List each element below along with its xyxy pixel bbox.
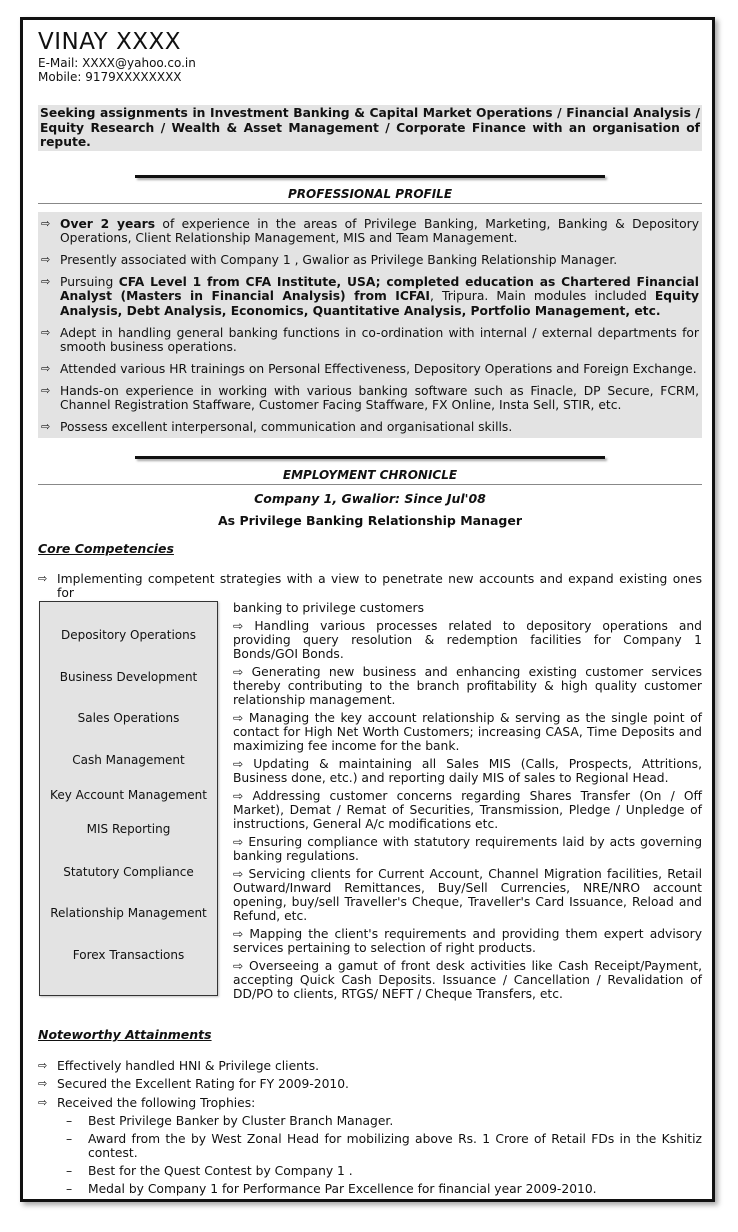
qualification-text: CFA Level 1 from CFA Institute, USA; completed education as Chartered Financial Analyst (Masters in Financial Analysis) from ICFAI bbox=[60, 274, 699, 304]
attainment-text: Secured the Excellent Rating for FY 2009-2010. bbox=[57, 1077, 349, 1092]
bullet-text: , Tripura. Main modules included bbox=[429, 289, 655, 304]
responsibility-text: Updating & maintaining all Sales MIS (Calls, Prospects, Attritions, Business done, etc.) and reporting daily MIS of sales to Regional Head. bbox=[233, 756, 702, 785]
competency-item: Forex Transactions bbox=[72, 947, 185, 962]
resume-page bbox=[20, 17, 715, 1202]
trophy-text: Best Privilege Banker by Cluster Branch Manager. bbox=[88, 1114, 394, 1129]
employment-heading: EMPLOYMENT CHRONICLE bbox=[38, 468, 702, 485]
bullet-text: Presently associated with Company 1 , Gwalior as Privilege Banking Relationship Manager. bbox=[60, 252, 618, 267]
trophy-text: Medal by Company 1 for Performance Par Excellence for financial year 2009-2010. bbox=[88, 1182, 597, 1197]
competency-item: Statutory Compliance bbox=[63, 864, 194, 879]
competency-item: Sales Operations bbox=[77, 710, 180, 725]
profile-box bbox=[38, 212, 702, 438]
bullet-text: Possess excellent interpersonal, communication and organisational skills. bbox=[60, 420, 513, 435]
right-arrow-icon: ⇨ bbox=[38, 1077, 48, 1091]
right-arrow-icon: ⇨ bbox=[41, 325, 51, 339]
right-arrow-icon: ⇨ bbox=[38, 1095, 48, 1109]
responsibility-item bbox=[233, 867, 702, 923]
profile-bullet bbox=[41, 326, 699, 355]
dash-bullet: – bbox=[66, 1164, 73, 1179]
candidate-name: VINAY XXXX bbox=[38, 29, 182, 55]
responsibility-item bbox=[233, 835, 702, 863]
right-arrow-icon: ⇨ bbox=[233, 788, 253, 803]
bullet-text: Pursuing bbox=[60, 274, 119, 289]
competency-item: MIS Reporting bbox=[86, 821, 171, 836]
bullet-text: of experience in the areas of Privilege Banking, Marketing, Banking & Depository Operations, Client Relationship Management, MIS and Team Management. bbox=[60, 216, 699, 245]
responsibility-item bbox=[233, 789, 702, 831]
right-arrow-icon: ⇨ bbox=[233, 664, 252, 679]
responsibility-item bbox=[233, 959, 702, 1001]
role-line: As Privilege Banking Relationship Manager bbox=[218, 512, 522, 528]
responsibility-text: Handling various processes related to depository operations and providing query resolution & redemption facilities for Company 1 Bonds/GOI Bonds. bbox=[233, 618, 702, 661]
core-competencies-heading: Core Competencies bbox=[38, 540, 174, 556]
section-divider bbox=[135, 175, 605, 178]
responsibility-item bbox=[233, 927, 702, 955]
responsibility-text: Addressing customer concerns regarding Shares Transfer (On / Off Market), Demat / Remat of Securities, Transmission, Pledge / Unpledge of instructions, General A/c modifications etc. bbox=[233, 788, 702, 831]
responsibility-item bbox=[233, 711, 702, 753]
competency-box bbox=[39, 601, 218, 996]
right-arrow-icon: ⇨ bbox=[233, 756, 254, 771]
responsibility-item bbox=[38, 572, 702, 601]
competency-item: Business Development bbox=[59, 669, 198, 684]
mobile-line: Mobile: 9179XXXXXXXX bbox=[38, 70, 182, 84]
trophy-item bbox=[66, 1164, 702, 1178]
profile-bullet bbox=[41, 275, 699, 319]
profile-bullet bbox=[41, 253, 699, 268]
responsibility-text: Ensuring compliance with statutory requirements laid by acts governing banking regulations. bbox=[233, 834, 702, 863]
right-arrow-icon: ⇨ bbox=[41, 362, 51, 376]
attainments-heading: Noteworthy Attainments bbox=[38, 1026, 212, 1042]
trophy-item bbox=[66, 1114, 702, 1128]
right-arrow-icon: ⇨ bbox=[41, 274, 51, 288]
bullet-text: Adept in handling general banking functions in co-ordination with internal / external departments for smooth business operations. bbox=[60, 325, 699, 355]
responsibility-text: Generating new business and enhancing existing customer services thereby contributing to the branch profitability & high quality customer relationship management. bbox=[233, 664, 702, 707]
profile-heading: PROFESSIONAL PROFILE bbox=[38, 187, 702, 204]
attainment-item bbox=[38, 1077, 702, 1092]
profile-bullet bbox=[41, 420, 699, 435]
responsibility-item bbox=[233, 757, 702, 785]
competency-item: Cash Management bbox=[72, 752, 185, 767]
profile-bullet bbox=[41, 217, 699, 246]
career-objective: Seeking assignments in Investment Banking & Capital Market Operations / Financial Analysis / Equity Research / Wealth & Asset Management / Corporate Finance with an organisation of repute. bbox=[40, 106, 700, 149]
email-line: E-Mail: XXXX@yahoo.co.in bbox=[38, 56, 196, 70]
dash-bullet: – bbox=[66, 1182, 73, 1197]
right-arrow-icon: ⇨ bbox=[38, 1058, 48, 1072]
attainment-item bbox=[38, 1059, 702, 1074]
dash-bullet: – bbox=[66, 1114, 73, 1129]
company-line: Company 1, Gwalior: Since Jul'08 bbox=[254, 490, 486, 506]
profile-bullet bbox=[41, 362, 699, 377]
right-arrow-icon: ⇨ bbox=[233, 710, 249, 725]
trophy-text: Award from the by West Zonal Head for mobilizing above Rs. 1 Crore of Retail FDs in the Kshitiz contest. bbox=[88, 1132, 702, 1161]
right-arrow-icon: ⇨ bbox=[233, 866, 249, 881]
section-divider bbox=[135, 456, 605, 459]
responsibility-text: Implementing competent strategies with a view to penetrate new accounts and expand existing ones for bbox=[57, 571, 702, 601]
experience-years: Over 2 years bbox=[60, 216, 156, 231]
right-arrow-icon: ⇨ bbox=[38, 571, 48, 585]
attainment-text: Effectively handled HNI & Privilege clients. bbox=[57, 1058, 320, 1073]
trophy-item bbox=[66, 1132, 702, 1160]
competency-area bbox=[38, 601, 702, 1001]
resume-content bbox=[38, 28, 702, 1200]
responsibility-item bbox=[233, 665, 702, 707]
attainments-list bbox=[38, 1059, 702, 1197]
responsibility-text: Overseeing a gamut of front desk activities like Cash Receipt/Payment, accepting Quick Cash Deposits. Issuance / Cancellation / Revalidation of DD/PO to clients, RTGS/ NEFT / Cheque Transfers, etc. bbox=[233, 958, 702, 1001]
competency-item: Depository Operations bbox=[60, 627, 197, 642]
competency-item: Key Account Management bbox=[50, 787, 207, 802]
responsibility-text: Servicing clients for Current Account, Channel Migration facilities, Retail Outward/Inward Remittances, Buy/Sell Currencies, NRE/NRO account opening, buy/sell Traveller's Cheque, Traveller's Card Issuance, Reload and Refund, etc. bbox=[233, 866, 702, 923]
right-arrow-icon: ⇨ bbox=[41, 383, 51, 397]
trophy-text: Best for the Quest Contest by Company 1 . bbox=[88, 1164, 353, 1179]
profile-bullet bbox=[41, 384, 699, 413]
right-arrow-icon: ⇨ bbox=[233, 926, 250, 941]
modules-text: Equity Analysis, Debt Analysis, Economics, Quantitative Analysis, Portfolio Management, etc. bbox=[60, 289, 699, 318]
trophy-item bbox=[66, 1182, 702, 1196]
bullet-text: Hands-on experience in working with various banking software such as Finacle, DP Secure, FCRM, Channel Registration Staffware, Customer Facing Staffware, FX Online, Insta Sell, STIR, etc. bbox=[60, 383, 699, 413]
responsibility-continuation: banking to privilege customers bbox=[233, 600, 424, 615]
responsibility-item bbox=[233, 619, 702, 661]
attainment-item bbox=[38, 1096, 702, 1111]
responsibility-text: Mapping the client's requirements and providing them expert advisory services pertaining to selection of right products. bbox=[233, 926, 703, 955]
right-arrow-icon: ⇨ bbox=[233, 618, 255, 633]
bullet-text: Attended various HR trainings on Personal Effectiveness, Depository Operations and Foreign Exchange. bbox=[60, 362, 697, 377]
right-arrow-icon: ⇨ bbox=[233, 958, 249, 973]
right-arrow-icon: ⇨ bbox=[41, 252, 51, 266]
dash-bullet: – bbox=[66, 1132, 73, 1147]
attainment-text: Received the following Trophies: bbox=[57, 1095, 256, 1110]
right-arrow-icon: ⇨ bbox=[233, 834, 249, 849]
competency-item: Relationship Management bbox=[50, 905, 207, 920]
right-arrow-icon: ⇨ bbox=[41, 420, 51, 434]
right-arrow-icon: ⇨ bbox=[41, 216, 51, 230]
responsibility-text: Managing the key account relationship & serving as the single point of contact for High Net Worth Customers; increasing CASA, Time Deposits and maximizing fee income for the bank. bbox=[233, 710, 702, 753]
